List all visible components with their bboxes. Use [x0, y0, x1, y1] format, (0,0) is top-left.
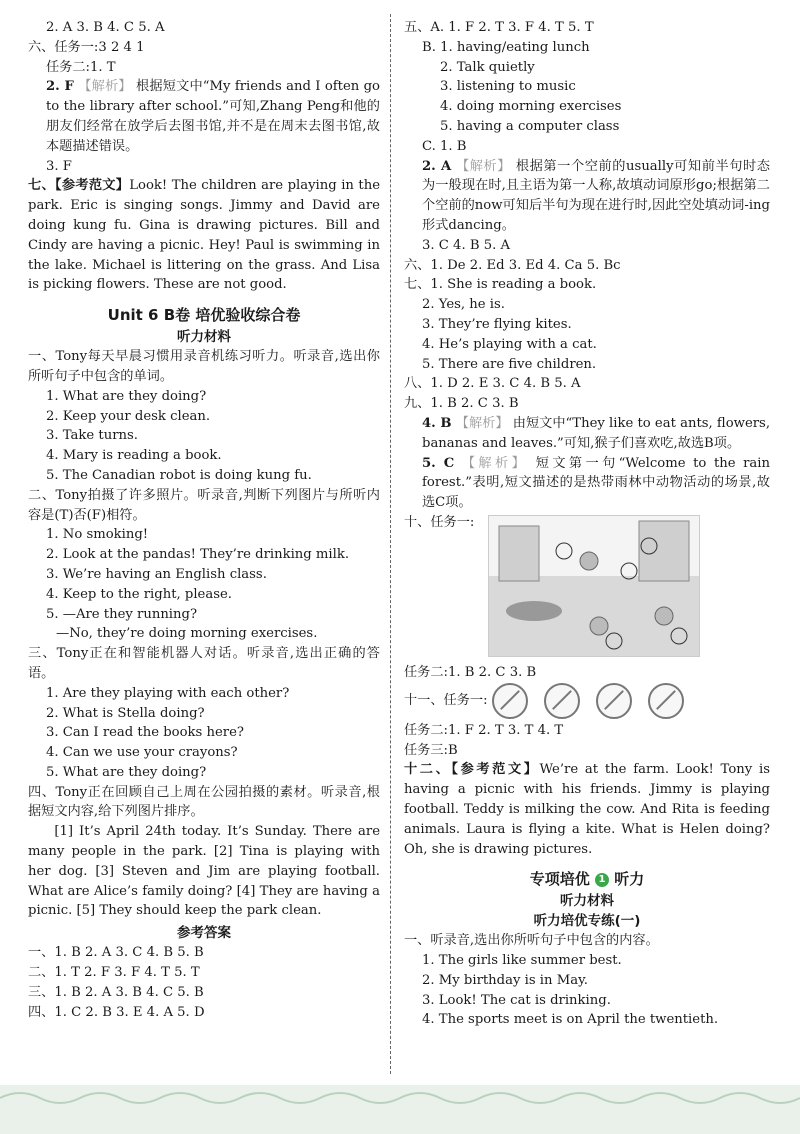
- list-item: 4. Mary is reading a book.: [46, 448, 222, 464]
- question-title: 一、听录音,选出你所听句子中包含的内容。: [404, 933, 659, 949]
- list-item: 3. We’re having an English class.: [46, 566, 267, 582]
- unit-title: Unit 6 B卷 培优验收综合卷: [107, 306, 301, 325]
- answer-line: 2. A 3. B 4. C 5. A: [46, 20, 165, 35]
- right-column: [404, 18, 770, 1030]
- answer-line: 3. F: [46, 158, 72, 174]
- list-item: 2. Yes, he is.: [422, 297, 505, 313]
- essay-tag: 十二、【参考范文】: [404, 762, 540, 778]
- analysis-tag: 【解析】: [78, 79, 132, 95]
- list-item: 5. There are five children.: [422, 356, 597, 372]
- list-item: 3. Take turns.: [46, 428, 138, 444]
- list-item: —No, they’re doing morning exercises.: [56, 626, 318, 642]
- answer-line: 六、1. De 2. Ed 3. Ed 4. Ca 5. Bc: [404, 257, 621, 273]
- no-flowers-sign-icon: [492, 683, 528, 719]
- special-section-title: [404, 867, 770, 891]
- section-title: 听力材料: [177, 329, 231, 346]
- explanation-block: [28, 77, 380, 156]
- list-item: C. 1. B: [422, 138, 467, 154]
- question-list: [404, 951, 770, 1030]
- analysis-text: 根据第一个空前的usually可知前半句时态为一般现在时,且主语为第一人称,故填动词原形go;根据第二个空前的now可知后半句为现在进行时,因此空处填动词-ing形式dancing。: [422, 158, 770, 233]
- street-scene-illustration: [488, 515, 700, 657]
- question-title: 三、Tony正在和智能机器人对话。听录音,选出正确的答语。: [28, 646, 380, 681]
- list-item: 1. The girls like summer best.: [422, 953, 622, 969]
- street-scene-icon: [489, 516, 699, 656]
- column-divider: [390, 14, 391, 1074]
- practice-title: 听力培优专练(一): [533, 913, 641, 930]
- list-item: 3. listening to music: [440, 79, 576, 95]
- analysis-tag: 【解析】: [455, 415, 509, 431]
- answer-line: 九、1. B 2. C 3. B: [404, 396, 519, 412]
- analysis-tag: 【解析】: [461, 455, 529, 471]
- analysis-text: 根据短文中“My friends and I often go to the library after school.”可知,Zhang Peng和他的朋友们经常在放学后去图书馆,并不是在周末去图书馆,故本题描述错误。: [46, 79, 380, 154]
- list-item: B. 1. having/eating lunch: [422, 39, 590, 55]
- list-item: 四、1. C 2. B 3. E 4. A 5. D: [28, 1004, 205, 1020]
- answer-list: [404, 275, 770, 374]
- explanation-block: [404, 454, 770, 513]
- answers-title: 参考答案: [177, 925, 231, 942]
- list-item: 3. Look! The cat is drinking.: [422, 992, 611, 1008]
- list-item: 一、1. B 2. A 3. C 4. B 5. B: [28, 945, 204, 961]
- no-littering-sign-icon: [596, 683, 632, 719]
- question-title: 二、Tony拍摄了许多照片。听录音,判断下列图片与所听内容是(T)否(F)相符。: [28, 487, 380, 523]
- list-item: 5. —Are they running?: [46, 606, 198, 622]
- answer-line: 八、1. D 2. E 3. C 4. B 5. A: [404, 376, 581, 392]
- answer-line: 任务二:1. T: [46, 59, 116, 75]
- list-item: 2. What is Stella doing?: [46, 705, 205, 721]
- list-item: 4. The sports meet is on April the twentieth.: [422, 1012, 719, 1028]
- answer-line: 十、任务一:: [404, 514, 475, 530]
- essay-text: Look! The children are playing in the park. Eric is singing songs. Jimmy and David are doing kung fu. Gina is drawing pictures. Bill and Cindy are having a picnic. Hey! Paul is swimming in the lake. Michael is littering on the grass. And Lisa is picking flowers. These are not good.: [28, 178, 380, 293]
- answer-line: 十一、任务一:: [404, 692, 488, 708]
- list-item: 1. Are they playing with each other?: [46, 685, 290, 701]
- list-item: 5. The Canadian robot is doing kung fu.: [46, 467, 312, 483]
- answer-list: [28, 943, 380, 1022]
- section-title: 听力材料: [560, 893, 614, 910]
- model-essay: [404, 760, 770, 859]
- explanation-block: [404, 414, 770, 454]
- item-number: 2. F: [46, 79, 74, 95]
- list-item: 2. Look at the pandas! They’re drinking milk.: [46, 547, 350, 563]
- answer-line: 3. C 4. B 5. A: [422, 237, 511, 253]
- question-list: [28, 525, 380, 644]
- list-item: 4. Keep to the right, please.: [46, 586, 232, 602]
- list-item: 5. having a computer class: [440, 118, 620, 134]
- list-item: 2. Keep your desk clean.: [46, 408, 211, 424]
- question-list: [28, 684, 380, 783]
- left-column: [28, 18, 380, 1022]
- special-title: 专项培优: [529, 870, 590, 889]
- analysis-text: 短文第一句“Welcome to the rain forest.”表明,短文描述的是热带雨林中动物活动的场景,故选C项。: [422, 455, 771, 511]
- passage-text: [1] It’s April 24th today. It’s Sunday. There are many people in the park. [2] Tina is playing with her dog. [3] Steven and Jim are playing football. What are Alice’s family doing? [4] They are having a picnic. [5] They should keep the park clean.: [28, 824, 380, 919]
- list-item: 5. What are they doing?: [46, 764, 207, 780]
- answer-line: 五、A. 1. F 2. T 3. F 4. T 5. T: [404, 20, 594, 35]
- wave-border-icon: [0, 1088, 800, 1108]
- question-title: 四、Tony正在回顾自己上周在公园拍摄的素材。听录音,根据短文内容,给下列图片排序。: [28, 784, 380, 820]
- answer-list: [404, 38, 770, 157]
- list-item: 2. Talk quietly: [440, 59, 535, 75]
- task-one-row: [404, 513, 770, 663]
- answer-line: 任务三:B: [404, 742, 458, 758]
- list-item: 4. Can we use your crayons?: [46, 745, 238, 761]
- list-item: 3. Can I read the books here?: [46, 725, 244, 741]
- explanation-block: [404, 157, 770, 236]
- item-number: 4. B: [422, 415, 452, 431]
- item-number: 5. C: [422, 455, 455, 471]
- analysis-text: 由短文中“They like to eat ants, flowers, bananas and leaves.”可知,猴子们喜欢吃,故选B项。: [422, 415, 771, 451]
- analysis-tag: 【解析】: [455, 158, 512, 174]
- answer-line: 任务二:1. B 2. C 3. B: [404, 664, 537, 680]
- no-swimming-sign-icon: [544, 683, 580, 719]
- section-number-badge: 1: [595, 873, 609, 887]
- list-item: 4. doing morning exercises: [440, 99, 622, 115]
- list-item: 1. No smoking!: [46, 527, 149, 543]
- question-title: 一、Tony每天早晨习惯用录音机练习听力。听录音,选出你所听句子中包含的单词。: [28, 349, 380, 384]
- answer-line: 六、任务一:3 2 4 1: [28, 39, 145, 55]
- list-item: 3. They’re flying kites.: [422, 316, 572, 332]
- list-item: 三、1. B 2. A 3. B 4. C 5. B: [28, 984, 204, 1000]
- task-one-signs-row: [404, 683, 770, 721]
- essay-tag: 七、【参考范文】: [28, 178, 130, 194]
- model-essay: [28, 176, 380, 295]
- item-number: 2. A: [422, 158, 452, 174]
- essay-text: We’re at the farm. Look! Tony is having a picnic with his friends. Jimmy is playing football. Teddy is milking the cow. And Rita is feeding animals. Laura is flying a kite. What is Helen doing? Oh, she is drawing pictures.: [404, 762, 770, 857]
- answer-line: 任务二:1. F 2. T 3. T 4. T: [404, 722, 564, 738]
- list-item: 二、1. T 2. F 3. F 4. T 5. T: [28, 965, 200, 981]
- question-list: [28, 387, 380, 486]
- no-running-sign-icon: [648, 683, 684, 719]
- list-item: 七、1. She is reading a book.: [404, 277, 597, 293]
- list-item: 4. He’s playing with a cat.: [422, 336, 597, 352]
- list-item: 2. My birthday is in May.: [422, 972, 588, 988]
- list-item: 1. What are they doing?: [46, 388, 207, 404]
- special-subtitle: 听力: [614, 870, 645, 889]
